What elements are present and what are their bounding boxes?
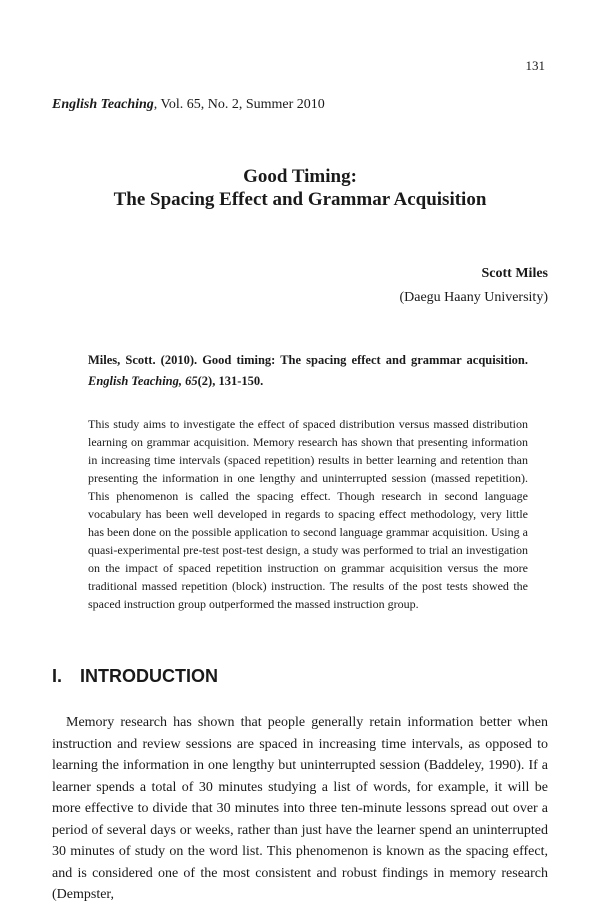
citation-volume: 65 <box>185 374 198 388</box>
citation-journal: English Teaching, <box>88 374 183 388</box>
body-paragraph: Memory research has shown that people generally retain information better when instruction and review sessions are spaced in increasing time intervals, as opposed to learning the information in one lengthy but uninterrupted session (Baddeley, 1990). If a learner spends a total of 30 minutes studying a list of words, for example, it will be more effective to divide that 30 minutes into three ten-minute lessons spread out over a period of several days or weeks, rather than just have the learner spend an uninterrupted 30 minutes of study on the word list. This phenomenon is known as the spacing effect, and is considered one of the most consistent and robust findings in memory research (Dempster, <box>52 715 548 902</box>
page-number: 131 <box>525 58 545 73</box>
section-title: INTRODUCTION <box>80 666 218 686</box>
title-line-2: The Spacing Effect and Grammar Acquisition <box>113 189 487 210</box>
citation <box>88 350 528 392</box>
section-number: I. <box>52 666 63 686</box>
author-affiliation: (Daegu Haany University) <box>399 290 548 305</box>
journal-name: English Teaching <box>52 97 154 112</box>
author-name: Scott Miles <box>481 266 548 281</box>
section-heading <box>52 666 218 687</box>
author-block <box>399 262 548 310</box>
journal-header <box>52 97 325 113</box>
citation-issue-pages: (2), 131-150. <box>197 374 264 388</box>
abstract: This study aims to investigate the effect of spaced distribution versus massed distribution learning on grammar acquisition. Memory research has shown that presenting information in increasing time intervals (spaced repetition) results in better learning and retention than presenting the information in one lengthy and uninterrupted session (massed repetition). This phenomenon is called the spacing effect. Though research in second language vocabulary has been well developed in regards to spacing effect methodology, very little has been done on the possible application to second language grammar acquisition. Using a quasi-experimental pre-test post-test design, a study was performed to trial an investigation on the impact of spaced repetition instruction on grammar acquisition versus the more traditional massed repetition (block) instruction. The results of the post tests showed the spaced instruction group outperformed the massed instruction group. <box>88 417 528 611</box>
citation-prefix: Miles, Scott. (2010). Good timing: The spacing effect and grammar acquisition. <box>88 353 528 367</box>
journal-details: , Vol. 65, No. 2, Summer 2010 <box>153 97 325 112</box>
paper-title <box>0 165 600 211</box>
title-line-1: Good Timing: <box>243 166 357 187</box>
